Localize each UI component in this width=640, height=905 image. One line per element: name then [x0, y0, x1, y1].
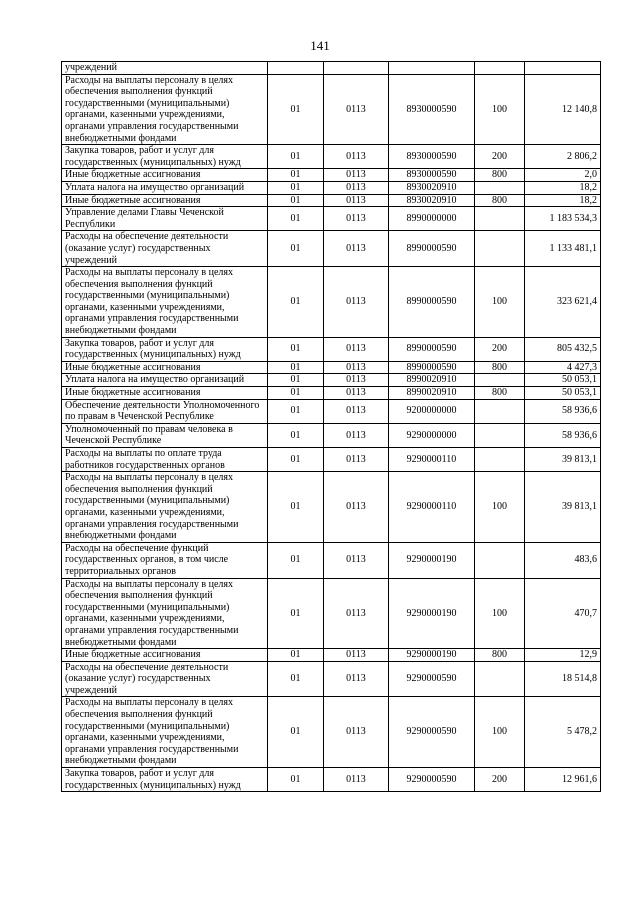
row-name-cell: Расходы на обеспечение деятельности (оказание услуг) государственных учреждений [62, 661, 268, 697]
subsection-code-cell: 0113 [324, 472, 389, 543]
section-code-cell: 01 [268, 231, 324, 267]
amount-cell: 39 813,1 [525, 448, 601, 472]
amount-cell: 58 936,6 [525, 399, 601, 423]
table-row [62, 231, 601, 267]
expense-type-cell [475, 207, 525, 231]
row-name-cell: Расходы на выплаты персоналу в целях обеспечения выполнения функций государственными (муниципальными) органами, казенными учреждениями, органами управления государственными внебюджетными фондами [62, 697, 268, 768]
table-row [62, 768, 601, 792]
expense-type-cell [475, 448, 525, 472]
target-article-cell: 8990000590 [389, 337, 475, 361]
expense-type-cell [475, 661, 525, 697]
table-row [62, 207, 601, 231]
target-article-cell: 8990000000 [389, 207, 475, 231]
expense-type-cell: 100 [475, 697, 525, 768]
subsection-code-cell: 0113 [324, 169, 389, 182]
subsection-code-cell: 0113 [324, 231, 389, 267]
section-code-cell: 01 [268, 649, 324, 662]
section-code-cell: 01 [268, 542, 324, 578]
target-article-cell: 9290000590 [389, 661, 475, 697]
section-code-cell: 01 [268, 387, 324, 400]
row-name-cell: Закупка товаров, работ и услуг для государственных (муниципальных) нужд [62, 145, 268, 169]
table-row [62, 649, 601, 662]
subsection-code-cell: 0113 [324, 181, 389, 194]
section-code-cell: 01 [268, 207, 324, 231]
section-code-cell: 01 [268, 448, 324, 472]
target-article-cell: 8990000590 [389, 361, 475, 374]
section-code-cell: 01 [268, 374, 324, 387]
section-code-cell: 01 [268, 145, 324, 169]
table-row [62, 62, 601, 75]
amount-cell: 58 936,6 [525, 423, 601, 447]
expense-type-cell [475, 62, 525, 75]
table-row [62, 472, 601, 543]
subsection-code-cell: 0113 [324, 423, 389, 447]
row-name-cell: Управление делами Главы Чеченской Республики [62, 207, 268, 231]
expense-type-cell: 100 [475, 472, 525, 543]
row-name-cell: Расходы на выплаты персоналу в целях обеспечения выполнения функций государственными (муниципальными) органами, казенными учреждениями, органами управления государственными внебюджетными фондами [62, 578, 268, 649]
subsection-code-cell: 0113 [324, 661, 389, 697]
table-row [62, 267, 601, 338]
subsection-code-cell: 0113 [324, 374, 389, 387]
row-name-cell: Уполномоченный по правам человека в Чеченской Республике [62, 423, 268, 447]
expense-type-cell [475, 231, 525, 267]
section-code-cell: 01 [268, 169, 324, 182]
target-article-cell: 8930000590 [389, 74, 475, 145]
target-article-cell: 9290000110 [389, 448, 475, 472]
target-article-cell: 8990000590 [389, 231, 475, 267]
target-article-cell [389, 62, 475, 75]
row-name-cell: Расходы на выплаты персоналу в целях обеспечения выполнения функций государственными (муниципальными) органами, казенными учреждениями, органами управления государственными внебюджетными фондами [62, 472, 268, 543]
amount-cell: 50 053,1 [525, 374, 601, 387]
expense-type-cell [475, 181, 525, 194]
target-article-cell: 8990020910 [389, 374, 475, 387]
section-code-cell: 01 [268, 74, 324, 145]
row-name-cell: Закупка товаров, работ и услуг для государственных (муниципальных) нужд [62, 337, 268, 361]
subsection-code-cell: 0113 [324, 768, 389, 792]
subsection-code-cell [324, 62, 389, 75]
subsection-code-cell: 0113 [324, 697, 389, 768]
table-row [62, 661, 601, 697]
table-row [62, 74, 601, 145]
amount-cell: 2 806,2 [525, 145, 601, 169]
amount-cell: 50 053,1 [525, 387, 601, 400]
table-row [62, 169, 601, 182]
table-row [62, 337, 601, 361]
row-name-cell: Иные бюджетные ассигнования [62, 361, 268, 374]
section-code-cell: 01 [268, 697, 324, 768]
subsection-code-cell: 0113 [324, 578, 389, 649]
amount-cell: 470,7 [525, 578, 601, 649]
section-code-cell: 01 [268, 181, 324, 194]
table-row [62, 387, 601, 400]
row-name-cell: Уплата налога на имущество организаций [62, 374, 268, 387]
target-article-cell: 8930000590 [389, 145, 475, 169]
subsection-code-cell: 0113 [324, 649, 389, 662]
expense-type-cell: 200 [475, 768, 525, 792]
amount-cell: 5 478,2 [525, 697, 601, 768]
table-row [62, 399, 601, 423]
section-code-cell [268, 62, 324, 75]
expense-type-cell: 800 [475, 649, 525, 662]
target-article-cell: 9290000000 [389, 423, 475, 447]
target-article-cell: 9290000110 [389, 472, 475, 543]
expense-type-cell [475, 399, 525, 423]
section-code-cell: 01 [268, 768, 324, 792]
target-article-cell: 8990000590 [389, 267, 475, 338]
subsection-code-cell: 0113 [324, 361, 389, 374]
budget-table [61, 61, 601, 792]
amount-cell: 18,2 [525, 194, 601, 207]
amount-cell [525, 62, 601, 75]
row-name-cell: Закупка товаров, работ и услуг для государственных (муниципальных) нужд [62, 768, 268, 792]
amount-cell: 323 621,4 [525, 267, 601, 338]
expense-type-cell: 800 [475, 194, 525, 207]
table-row [62, 578, 601, 649]
table-row [62, 145, 601, 169]
section-code-cell: 01 [268, 194, 324, 207]
amount-cell: 4 427,3 [525, 361, 601, 374]
amount-cell: 1 133 481,1 [525, 231, 601, 267]
subsection-code-cell: 0113 [324, 74, 389, 145]
expense-type-cell [475, 423, 525, 447]
row-name-cell: Иные бюджетные ассигнования [62, 169, 268, 182]
subsection-code-cell: 0113 [324, 145, 389, 169]
table-row [62, 448, 601, 472]
subsection-code-cell: 0113 [324, 267, 389, 338]
row-name-cell: учреждений [62, 62, 268, 75]
target-article-cell: 9290000590 [389, 768, 475, 792]
amount-cell: 18 514,8 [525, 661, 601, 697]
table-row [62, 697, 601, 768]
amount-cell: 483,6 [525, 542, 601, 578]
row-name-cell: Расходы на выплаты персоналу в целях обеспечения выполнения функций государственными (муниципальными) органами, казенными учреждениями, органами управления государственными внебюджетными фондами [62, 267, 268, 338]
section-code-cell: 01 [268, 337, 324, 361]
row-name-cell: Расходы на обеспечение деятельности (оказание услуг) государственных учреждений [62, 231, 268, 267]
expense-type-cell [475, 542, 525, 578]
expense-type-cell: 100 [475, 267, 525, 338]
target-article-cell: 9290000190 [389, 649, 475, 662]
expense-type-cell: 800 [475, 387, 525, 400]
expense-type-cell: 200 [475, 337, 525, 361]
table-row [62, 181, 601, 194]
target-article-cell: 8930020910 [389, 194, 475, 207]
expense-type-cell: 200 [475, 145, 525, 169]
section-code-cell: 01 [268, 578, 324, 649]
row-name-cell: Обеспечение деятельности Уполномоченного по правам в Чеченской Республике [62, 399, 268, 423]
section-code-cell: 01 [268, 661, 324, 697]
row-name-cell: Иные бюджетные ассигнования [62, 649, 268, 662]
target-article-cell: 8930020910 [389, 181, 475, 194]
amount-cell: 2,0 [525, 169, 601, 182]
amount-cell: 12,9 [525, 649, 601, 662]
table-row [62, 423, 601, 447]
section-code-cell: 01 [268, 472, 324, 543]
row-name-cell: Иные бюджетные ассигнования [62, 194, 268, 207]
expense-type-cell: 800 [475, 361, 525, 374]
target-article-cell: 9290000590 [389, 697, 475, 768]
row-name-cell: Расходы на выплаты по оплате труда работников государственных органов [62, 448, 268, 472]
target-article-cell: 9200000000 [389, 399, 475, 423]
table-row [62, 361, 601, 374]
amount-cell: 12 961,6 [525, 768, 601, 792]
section-code-cell: 01 [268, 361, 324, 374]
target-article-cell: 8990020910 [389, 387, 475, 400]
subsection-code-cell: 0113 [324, 337, 389, 361]
page-number: 141 [310, 38, 330, 53]
amount-cell: 18,2 [525, 181, 601, 194]
amount-cell: 805 432,5 [525, 337, 601, 361]
table-row [62, 374, 601, 387]
amount-cell: 1 183 534,3 [525, 207, 601, 231]
subsection-code-cell: 0113 [324, 448, 389, 472]
expense-type-cell: 100 [475, 578, 525, 649]
subsection-code-cell: 0113 [324, 194, 389, 207]
section-code-cell: 01 [268, 267, 324, 338]
table-row [62, 542, 601, 578]
amount-cell: 12 140,8 [525, 74, 601, 145]
target-article-cell: 9290000190 [389, 578, 475, 649]
target-article-cell: 9290000190 [389, 542, 475, 578]
row-name-cell: Расходы на обеспечение функций государственных органов, в том числе территориальных органов [62, 542, 268, 578]
section-code-cell: 01 [268, 399, 324, 423]
subsection-code-cell: 0113 [324, 207, 389, 231]
expense-type-cell: 100 [475, 74, 525, 145]
expense-type-cell: 800 [475, 169, 525, 182]
row-name-cell: Иные бюджетные ассигнования [62, 387, 268, 400]
section-code-cell: 01 [268, 423, 324, 447]
table-row [62, 194, 601, 207]
target-article-cell: 8930000590 [389, 169, 475, 182]
amount-cell: 39 813,1 [525, 472, 601, 543]
subsection-code-cell: 0113 [324, 399, 389, 423]
subsection-code-cell: 0113 [324, 542, 389, 578]
subsection-code-cell: 0113 [324, 387, 389, 400]
row-name-cell: Уплата налога на имущество организаций [62, 181, 268, 194]
expense-type-cell [475, 374, 525, 387]
row-name-cell: Расходы на выплаты персоналу в целях обеспечения выполнения функций государственными (муниципальными) органами, казенными учреждениями, органами управления государственными внебюджетными фондами [62, 74, 268, 145]
